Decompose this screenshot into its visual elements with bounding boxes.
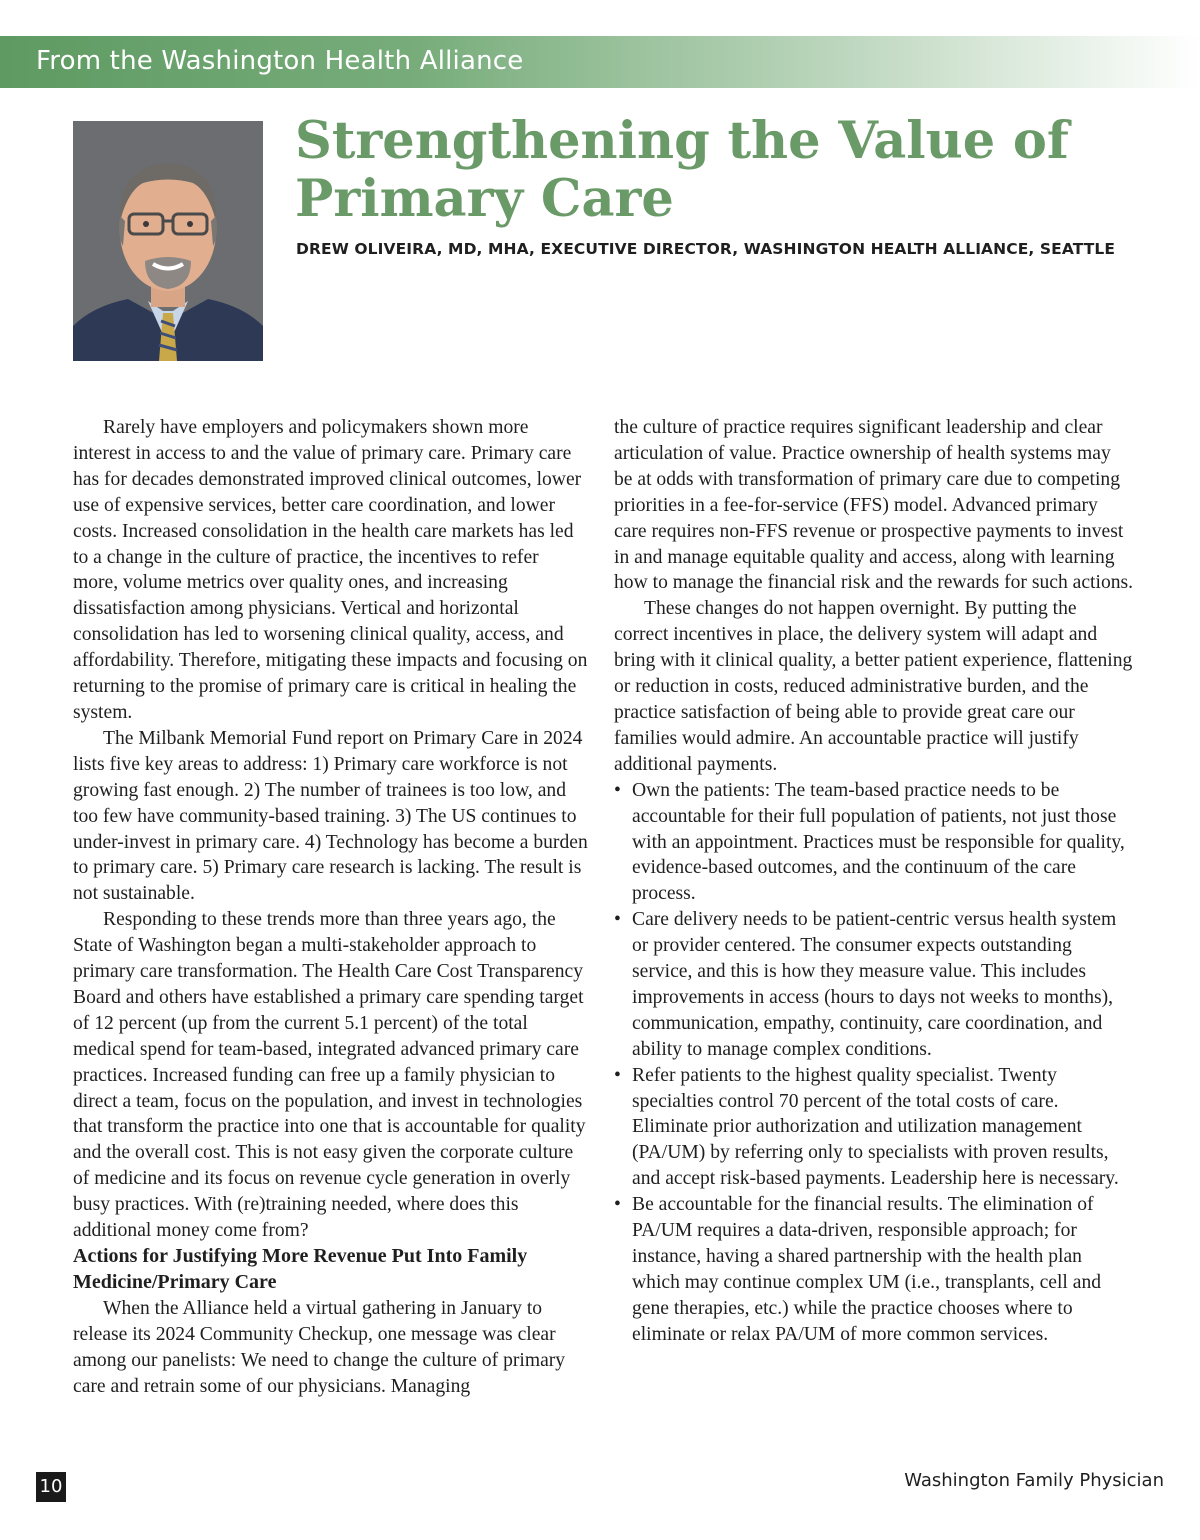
article-title: Strengthening the Value of Primary Care [295,111,1069,229]
paragraph-changes: These changes do not happen overnight. By putting the correct incentives in place, the delivery system will adapt and bring with it clinical quality, a better patient experience, flattening or reduction in costs, reduced administrative burden, and the practice satisfaction of being able to provide great care our families would admire. An accountable practice will justify additional payments. [614,598,1133,775]
banner-label: From the Washington Health Alliance [36,46,524,76]
paragraph-intro: Rarely have employers and policymakers shown more interest in access to and the value of primary care. Primary care has for decades demonstrated improved clinical outcomes, lower use of expensive services, better care coordination, and lower costs. Increased consolidation in the health care markets has led to a change in the culture of practice, the incentives to refer more, volume metrics over quality ones, and increasing dissatisfaction among physicians. Vertical and horizontal consolidation has led to worsening clinical quality, access, and affordability. Therefore, mitigating these impacts and focusing on returning to the promise of primary care is critical in healing the system. [73,417,588,723]
paragraph-milbank: The Milbank Memorial Fund report on Primary Care in 2024 lists five key areas to address: 1) Primary care workforce is not growing fast enough. 2) The number of trainees is too low, and too few have community-based training. 3) The US continues to under-invest in primary care. 4) Technology has become a burden to primary care. 5) Primary care research is lacking. The result is not sustainable. [73,727,588,905]
list-item: • Own the patients: The team-based practice needs to be accountable for their full population of patients, not just those with an appointment. Practices must be responsible for quality, evidence-based outcomes, and the continuum of the care process. [614,778,1134,908]
author-photo [73,121,263,361]
page-number: 10 [36,1472,66,1502]
paragraph-alliance: When the Alliance held a virtual gathering in January to release its 2024 Community Checkup, one message was clear among our panelists: We need to change the culture of primary care and retrain some of our physicians. Managing [73,1297,566,1397]
right-column [614,415,1134,1348]
publication-name: Washington Family Physician [904,1470,1164,1491]
author-byline: DREW OLIVEIRA, MD, MHA, EXECUTIVE DIRECTOR, WASHINGTON HEALTH ALLIANCE, SEATTLE [296,240,1116,258]
left-column [73,415,588,1399]
list-item: • Refer patients to the highest quality specialist. Twenty specialties control 70 percent of the total costs of care. Eliminate prior authorization and utilization management (PA/UM) by referring only to specialists with proven results, and accept risk-based payments. Leadership here is necessary. [614,1063,1134,1193]
paragraph-continuation: the culture of practice requires significant leadership and clear articulation of value. Practice ownership of health systems may be at odds with transformation of primary care due to competing priorities in a fee-for-service (FFS) model. Advanced primary care requires non-FFS revenue or prospective payments to invest in and manage equitable quality and access, along with learning how to manage the financial risk and the rewards for such actions. [614,417,1134,594]
section-heading: Actions for Justifying More Revenue Put Into Family Medicine/Primary Care [73,1245,528,1293]
list-item: • Be accountable for the financial results. The elimination of PA/UM requires a data-driven, responsible approach; for instance, having a shared partnership with the health plan which may continue complex UM (i.e., transplants, cell and gene therapies, etc.) while the practice chooses where to eliminate or relax PA/UM of more common services. [614,1192,1134,1347]
list-item: • Care delivery needs to be patient-centric versus health system or provider centered. The consumer expects outstanding service, and this is how they measure value. This includes improvements in access (hours to days not weeks to months), communication, empathy, continuity, care coordination, and ability to manage complex conditions. [614,907,1134,1062]
section-banner [0,36,1200,88]
paragraph-washington: Responding to these trends more than three years ago, the State of Washington began a multi-stakeholder approach to primary care transformation. The Health Care Cost Transparency Board and others have established a primary care spending target of 12 percent (up from the current 5.1 percent) of the total medical spend for team-based, integrated advanced primary care practices. Increased funding can free up a family physician to direct a team, focus on the population, and invest in technologies that transform the practice into one that is accountable for quality and the overall cost. This is not easy given the corporate culture of medicine and its focus on revenue cycle generation in overly busy practices. With (re)training needed, where does this additional money come from? [73,909,586,1242]
action-list [614,778,1134,1348]
